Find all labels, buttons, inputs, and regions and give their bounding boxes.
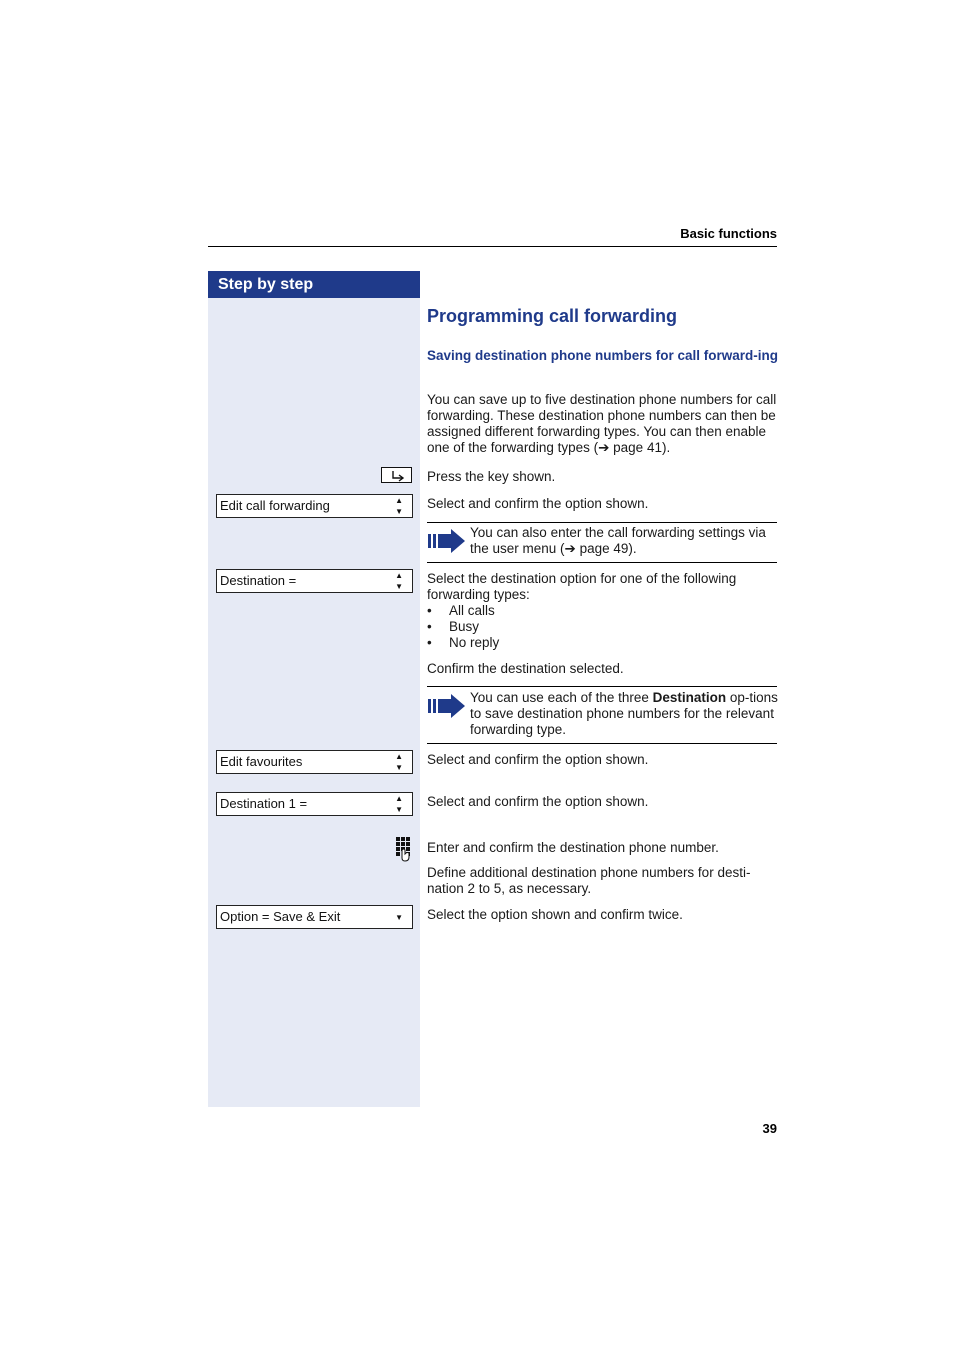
destination-1-option[interactable] <box>216 792 413 816</box>
note-arrow-icon <box>427 694 467 718</box>
note-rule-bottom <box>427 562 777 563</box>
note-box <box>427 686 777 744</box>
dest1-text: Select and confirm the option shown. <box>427 794 649 809</box>
note-text <box>470 690 780 738</box>
press-key-text: Press the key shown. <box>427 469 556 484</box>
forwarding-key-icon <box>381 467 412 483</box>
keypad-icon <box>394 836 414 862</box>
destination-intro: Select the destination option for one of the following forwarding types: <box>427 571 737 602</box>
note-box <box>427 522 777 564</box>
note-rule-top <box>427 522 777 523</box>
save-exit-label: Option = Save & Exit <box>220 909 341 924</box>
edit-favourites-option[interactable] <box>216 750 413 774</box>
enter-number-text: Enter and confirm the destination phone number. <box>427 840 719 855</box>
list-item: • Busy <box>427 619 779 635</box>
running-header: Basic functions <box>680 226 777 241</box>
destination-option[interactable] <box>216 569 413 593</box>
confirm-text: Confirm the destination selected. <box>427 661 624 676</box>
define-text: Define additional destination phone numbers for desti-nation 2 to 5, as necessary. <box>427 865 751 896</box>
destination-label: Destination = <box>220 573 297 588</box>
edit-call-forwarding-label: Edit call forwarding <box>220 498 330 513</box>
up-down-arrow-icon: ▲ ▼ <box>395 752 403 772</box>
up-down-arrow-icon: ▲ ▼ <box>395 794 403 814</box>
list-item: • No reply <box>427 635 779 651</box>
save-text: Select the option shown and confirm twice. <box>427 907 683 922</box>
forwarding-types-list <box>427 603 779 651</box>
section-title: Programming call forwarding <box>427 306 678 326</box>
save-exit-option[interactable] <box>216 905 413 929</box>
down-arrow-icon: ▼ <box>395 913 403 922</box>
note-text-bold: Destination <box>652 690 727 705</box>
note-text-part: op-tions to save destination phone numbers for the relevant forwarding type. <box>470 690 778 737</box>
edit-fav-text: Select and confirm the option shown. <box>427 752 649 767</box>
destination-text <box>427 571 779 651</box>
up-down-arrow-icon: ▲ ▼ <box>395 571 403 591</box>
edit-cf-text: Select and confirm the option shown. <box>427 496 649 511</box>
note-text-part: You can use each of the three <box>470 690 653 705</box>
subsection-title: Saving destination phone numbers for call forward-ing <box>427 348 779 363</box>
up-down-arrow-icon: ▲ ▼ <box>395 496 403 516</box>
edit-call-forwarding-option[interactable] <box>216 494 413 518</box>
note-rule-bottom <box>427 743 777 744</box>
edit-favourites-label: Edit favourites <box>220 754 303 769</box>
sidebar-header: Step by step <box>208 271 420 298</box>
list-item: • All calls <box>427 603 779 619</box>
step-sidebar <box>208 271 420 1107</box>
page-number: 39 <box>762 1121 777 1136</box>
note-rule-top <box>427 686 777 687</box>
destination-1-label: Destination 1 = <box>220 796 308 811</box>
intro-paragraph: You can save up to five destination phone numbers for call forwarding. These destination phone numbers can then be assigned different forwarding types. You can then enable one of the forwarding types (➔ page 41). <box>427 392 777 455</box>
header-rule <box>208 246 777 247</box>
note-text: You can also enter the call forwarding settings via the user menu (➔ page 49). <box>470 525 766 556</box>
note-arrow-icon <box>427 529 467 553</box>
